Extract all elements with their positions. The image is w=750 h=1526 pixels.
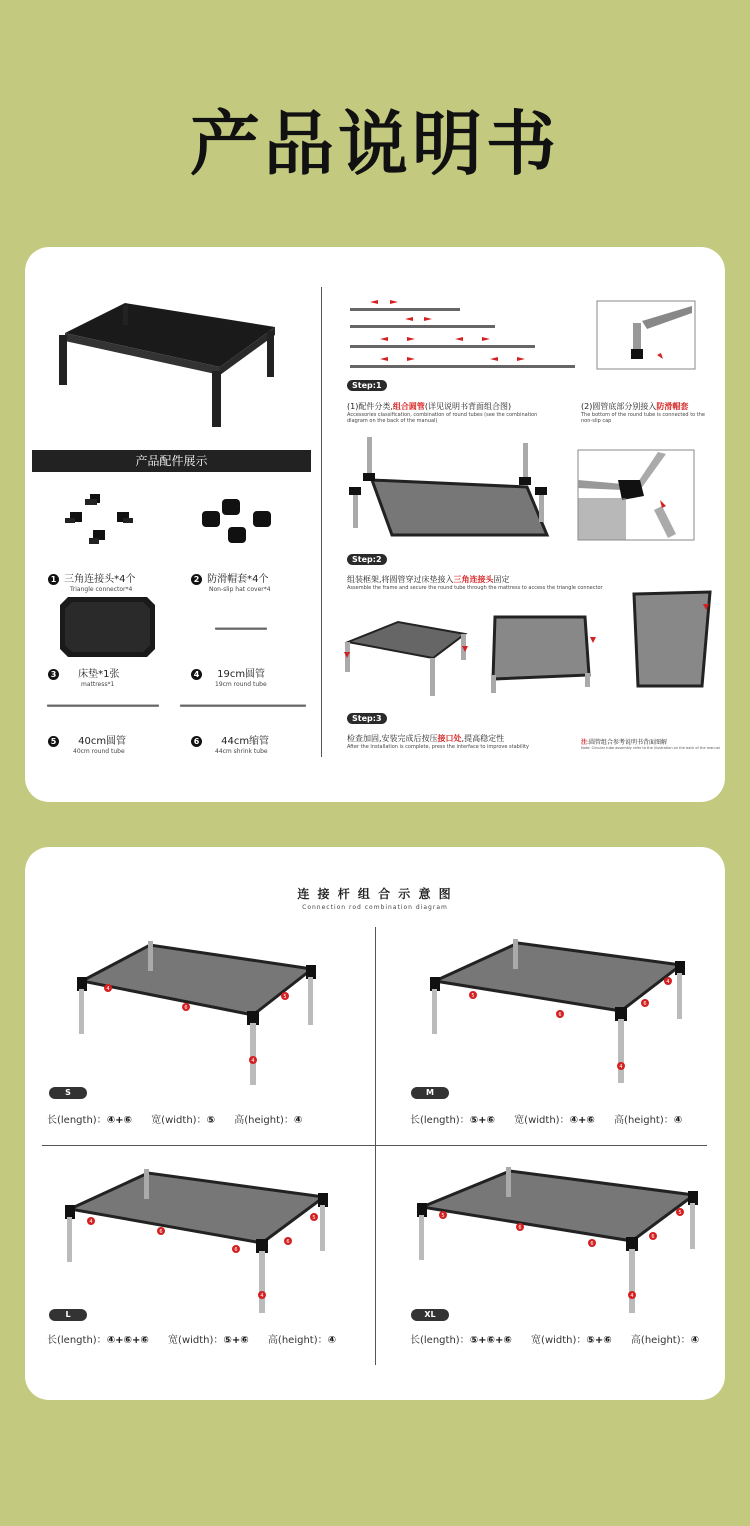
rod-mark-5: 5 bbox=[312, 1215, 316, 1221]
length-value: ④+⑥ bbox=[106, 1115, 132, 1126]
height-value: ④ bbox=[327, 1335, 337, 1346]
size-tag-s: S bbox=[49, 1087, 87, 1099]
height-value: ④ bbox=[293, 1115, 303, 1126]
part-name: 三角连接头*4个 bbox=[64, 574, 136, 585]
step-highlight: 三角连接头 bbox=[453, 575, 494, 584]
part-name: 44cm缩管 bbox=[221, 736, 270, 747]
rod-mark-6: 6 bbox=[286, 1239, 290, 1245]
part-sub: Non-slip hat cover*4 bbox=[209, 586, 271, 593]
length-value: ⑤+⑥+⑥ bbox=[469, 1335, 512, 1346]
part-number: 3 bbox=[48, 669, 59, 680]
size-tag-m: M bbox=[411, 1087, 449, 1099]
bed-diagram-xl bbox=[410, 1167, 700, 1317]
diagram-divider-h bbox=[42, 1145, 707, 1146]
width-value: ⑤ bbox=[206, 1115, 216, 1126]
height-label: 高(height)： bbox=[630, 1335, 691, 1346]
height-label: 高(height)： bbox=[614, 1115, 674, 1126]
rod-mark-6: 6 bbox=[558, 1012, 562, 1018]
rod-combination-image bbox=[350, 299, 580, 371]
rod-mark-6: 6 bbox=[518, 1225, 522, 1231]
part-item-5 bbox=[48, 729, 126, 755]
diagram-subtitle: Connection rod combination diagram bbox=[302, 904, 448, 911]
width-label: 宽(width)： bbox=[168, 1335, 224, 1346]
finished-bed-image bbox=[343, 620, 468, 700]
step-1-tag: Step:1 bbox=[347, 380, 387, 391]
width-label: 宽(width)： bbox=[531, 1335, 587, 1346]
diagram-divider-v bbox=[375, 927, 376, 1365]
step-text: 组装框架,将圆管穿过床垫接入 bbox=[347, 575, 454, 584]
rod-mark-5: 5 bbox=[441, 1213, 445, 1219]
frame-assembly-image bbox=[347, 435, 547, 540]
step-text: (2)圆管底部分别接入 bbox=[581, 402, 657, 411]
rod-mark-4: 4 bbox=[260, 1293, 264, 1299]
triangle-connector-image bbox=[65, 492, 145, 557]
size-dims-xl bbox=[410, 1331, 699, 1346]
part-item-3 bbox=[48, 662, 119, 688]
rod-mark-6: 6 bbox=[184, 1005, 188, 1011]
part-name: 防滑帽套*4个 bbox=[207, 574, 269, 585]
part-item-2 bbox=[191, 567, 271, 593]
part-name: 床垫*1张 bbox=[78, 669, 120, 680]
bed-upright-image bbox=[630, 590, 715, 690]
cap-closeup-image bbox=[597, 301, 695, 369]
bed-diagram-l bbox=[58, 1169, 330, 1319]
rod-mark-4: 4 bbox=[251, 1058, 255, 1064]
step-text: 固定 bbox=[493, 575, 510, 584]
instructions-card bbox=[25, 247, 725, 802]
rod-mark-5: 5 bbox=[471, 993, 475, 999]
height-label: 高(height)： bbox=[234, 1115, 294, 1126]
part-name: 40cm圆管 bbox=[78, 736, 127, 747]
step-text-en: Accessories classification, combination of round tubes (see the combination diagram on the back of the manual) bbox=[347, 412, 538, 424]
length-label: 长(length)： bbox=[47, 1115, 107, 1126]
part-number: 5 bbox=[48, 736, 59, 747]
height-label: 高(height)： bbox=[267, 1335, 328, 1346]
product-bed-image bbox=[55, 297, 285, 437]
part-item-6 bbox=[191, 729, 269, 755]
length-value: ④+⑥+⑥ bbox=[106, 1335, 149, 1346]
step-3-note bbox=[581, 737, 721, 750]
step-3-tag: Step:3 bbox=[347, 713, 387, 724]
length-value: ⑤+⑥ bbox=[469, 1115, 495, 1126]
note-text-en: Note: Circular tube assembly refer to the illustration on the back of the manual bbox=[581, 746, 720, 750]
size-dims-s bbox=[47, 1111, 302, 1126]
rod-diagram-card bbox=[25, 847, 725, 1400]
width-label: 宽(width)： bbox=[151, 1115, 207, 1126]
part-sub: Triangle connector*4 bbox=[70, 586, 133, 593]
connector-closeup-image bbox=[578, 450, 694, 540]
size-tag-xl: XL bbox=[411, 1309, 449, 1321]
part-number: 1 bbox=[48, 574, 59, 585]
size-dims-l bbox=[47, 1331, 336, 1346]
bed-diagram-m bbox=[423, 939, 688, 1089]
length-label: 长(length)： bbox=[410, 1115, 470, 1126]
size-dims-m bbox=[410, 1111, 682, 1126]
rod-40cm-image bbox=[47, 704, 159, 707]
part-sub: 44cm shrink tube bbox=[215, 748, 268, 755]
step-highlight: 组合圆管 bbox=[392, 402, 425, 411]
diagram-title: 连 接 杆 组 合 示 意 图 bbox=[297, 887, 453, 901]
height-value: ④ bbox=[673, 1115, 683, 1126]
part-name: 19cm圆管 bbox=[217, 669, 266, 680]
page-title: 产品说明书 bbox=[190, 103, 560, 185]
parts-banner: 产品配件展示 bbox=[32, 450, 311, 472]
part-item-1 bbox=[48, 567, 135, 593]
width-label: 宽(width)： bbox=[514, 1115, 570, 1126]
rod-mark-5: 5 bbox=[283, 994, 287, 1000]
step-1-text-b bbox=[581, 401, 711, 424]
width-value: ⑤+⑥ bbox=[586, 1335, 612, 1346]
step-3-text bbox=[347, 733, 577, 750]
step-2-text bbox=[347, 574, 707, 591]
width-value: ⑤+⑥ bbox=[223, 1335, 249, 1346]
note-mark: 注 bbox=[581, 739, 588, 746]
non-slip-cap-image bbox=[200, 497, 280, 555]
width-value: ④+⑥ bbox=[569, 1115, 595, 1126]
size-tag-l: L bbox=[49, 1309, 87, 1321]
rod-mark-6: 6 bbox=[651, 1234, 655, 1240]
rod-mark-4: 4 bbox=[89, 1219, 93, 1225]
step-text-en: The bottom of the round tube is connected to the non-slip cap bbox=[581, 412, 706, 424]
rod-mark-6: 6 bbox=[159, 1229, 163, 1235]
part-sub: 19cm round tube bbox=[215, 681, 267, 688]
height-value: ④ bbox=[690, 1335, 700, 1346]
step-text-en: After the installation is complete, press the interface to improve stability bbox=[347, 744, 529, 750]
rod-mark-4: 4 bbox=[630, 1293, 634, 1299]
mattress-image bbox=[60, 597, 155, 657]
note-text: :圆管组合参考说明书背面图解 bbox=[587, 739, 668, 746]
part-number: 6 bbox=[191, 736, 202, 747]
part-item-4 bbox=[191, 662, 267, 688]
part-sub: 40cm round tube bbox=[73, 748, 125, 755]
part-number: 2 bbox=[191, 574, 202, 585]
column-divider bbox=[321, 287, 322, 757]
part-sub: mattress*1 bbox=[81, 681, 115, 688]
step-text: (1)配件分类, bbox=[347, 402, 393, 411]
step-text: (详见说明书背面组合图) bbox=[424, 402, 512, 411]
length-label: 长(length)： bbox=[410, 1335, 470, 1346]
step-1-text-a bbox=[347, 401, 547, 424]
step-2-tag: Step:2 bbox=[347, 554, 387, 565]
rod-mark-4: 4 bbox=[619, 1064, 623, 1070]
step-text: 检查加固,安装完成后按压 bbox=[347, 734, 438, 743]
step-text-en: Assemble the frame and secure the round tube through the mattress to access the triangle connector bbox=[347, 585, 603, 591]
rod-mark-4: 4 bbox=[666, 979, 670, 985]
rod-mark-6: 6 bbox=[590, 1241, 594, 1247]
rod-mark-6: 6 bbox=[643, 1001, 647, 1007]
step-text: ,提高稳定性 bbox=[461, 734, 505, 743]
bed-diagram-s bbox=[70, 939, 320, 1089]
bed-side-image bbox=[485, 615, 605, 695]
rod-mark-6: 6 bbox=[234, 1247, 238, 1253]
rod-19cm-image bbox=[215, 627, 267, 630]
step-highlight: 防滑帽套 bbox=[656, 402, 689, 411]
part-number: 4 bbox=[191, 669, 202, 680]
step-highlight: 接口处 bbox=[437, 734, 462, 743]
rod-mark-5: 5 bbox=[678, 1210, 682, 1216]
rod-44cm-image bbox=[180, 704, 306, 707]
rod-mark-4: 4 bbox=[106, 986, 110, 992]
length-label: 长(length)： bbox=[47, 1335, 107, 1346]
